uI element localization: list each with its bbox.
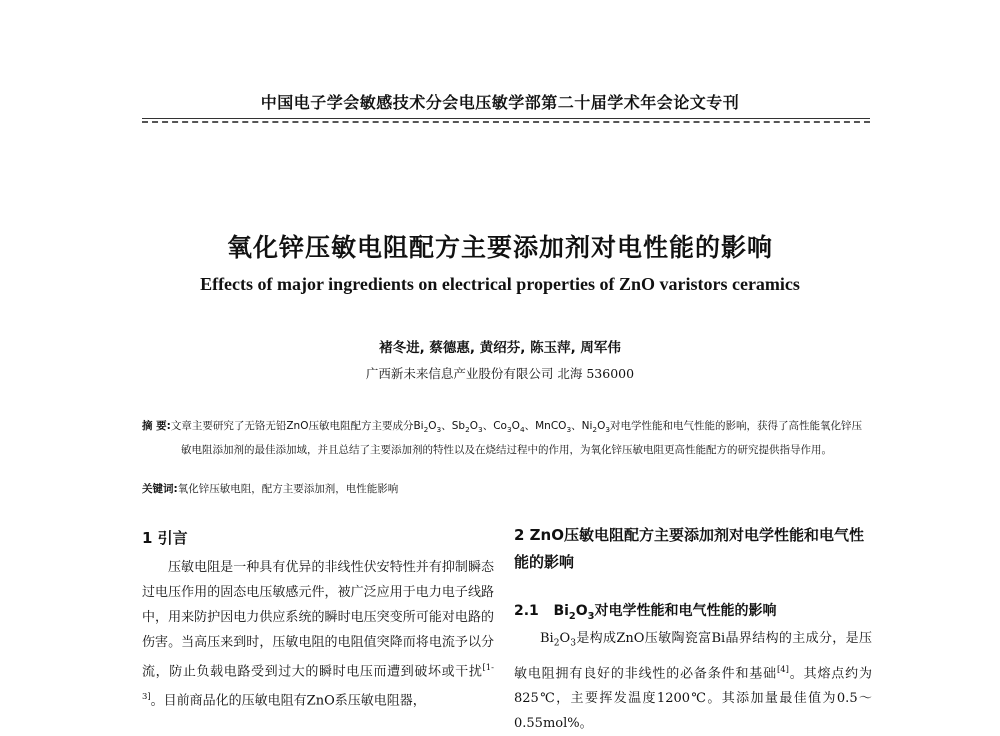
keywords-text: 氧化锌压敏电阻，配方主要添加剂，电性能影响 — [177, 483, 399, 495]
header-rule — [142, 118, 870, 119]
citation: [1-3] — [142, 662, 494, 702]
author-list: 褚冬进, 蔡德惠, 黄绍芬, 陈玉萍, 周军伟 — [379, 340, 621, 356]
paper-title-english: Effects of major ingredients on electrical properties of ZnO varistors ceramics — [200, 274, 800, 294]
subsection-2-1-heading: 2.1 $Bi_2O_3$对电学性能和电气性能的影响 — [514, 603, 777, 622]
abstract-label: 摘 要: — [142, 420, 171, 432]
section-1-paragraph: 压敏电阻是一种具有优异的非线性伏安特性并有抑制瞬态过电压作用的固态电压敏感元件，被广泛应用于电力电子线路中，用来防护因电力供应系统的瞬时电压突变所可能对电路的伤害。当高压来到时，压敏电阻的电阻值突降而将电流予以分流，防止负载电路受到过大的瞬时电压而遭到破坏或干扰[1-3]。目前商品化的压敏电阻有ZnO系压敏电阻器， — [142, 560, 494, 709]
keywords-label: 关键词: — [142, 483, 178, 495]
abstract-body: 摘 要:文章主要研究了无铬无铅ZnO压敏电阻配方主要成分$Bi_2O_3$、$Sb_2O_3$、$Co_3O_4$、MnCO$_3$、$Ni_2O_3$对电学性能和电气性能的影响，获得了高性能氧化锌压敏电阻添加剂的最佳添加域，并且总结了主要添加剂的特性以及在烧结过程中的作用，为氧化锌压敏电阻更高性能配方的研究提供指导作用。 — [142, 420, 863, 457]
subsection-2-1-paragraph: $Bi_2O_3$是构成ZnO压敏陶瓷富Bi晶界结构的主成分，是压敏电阻拥有良好的非线性的必备条件和基础[4]。其熔点约为825℃，主要挥发温度1200℃。其添加量最佳值为0.5～0.55mol%。 — [514, 631, 872, 731]
paper-title-chinese: 氧化锌压敏电阻配方主要添加剂对电性能的影响 — [226, 233, 773, 262]
affiliation: 广西新未来信息产业股份有限公司 北海 536000 — [365, 366, 635, 381]
abstract — [142, 416, 870, 461]
section-2-heading: 2 ZnO压敏电阻配方主要添加剂对电学性能和电气性能的影响 — [514, 526, 864, 571]
keywords — [142, 481, 870, 496]
header-rule-dashed — [142, 121, 870, 123]
section-1-heading: 1 引言 — [142, 529, 188, 547]
citation: [4] — [776, 663, 789, 674]
journal-header: 中国电子学会敏感技术分会电压敏学部第二十届学术年会论文专刊 — [260, 93, 740, 112]
